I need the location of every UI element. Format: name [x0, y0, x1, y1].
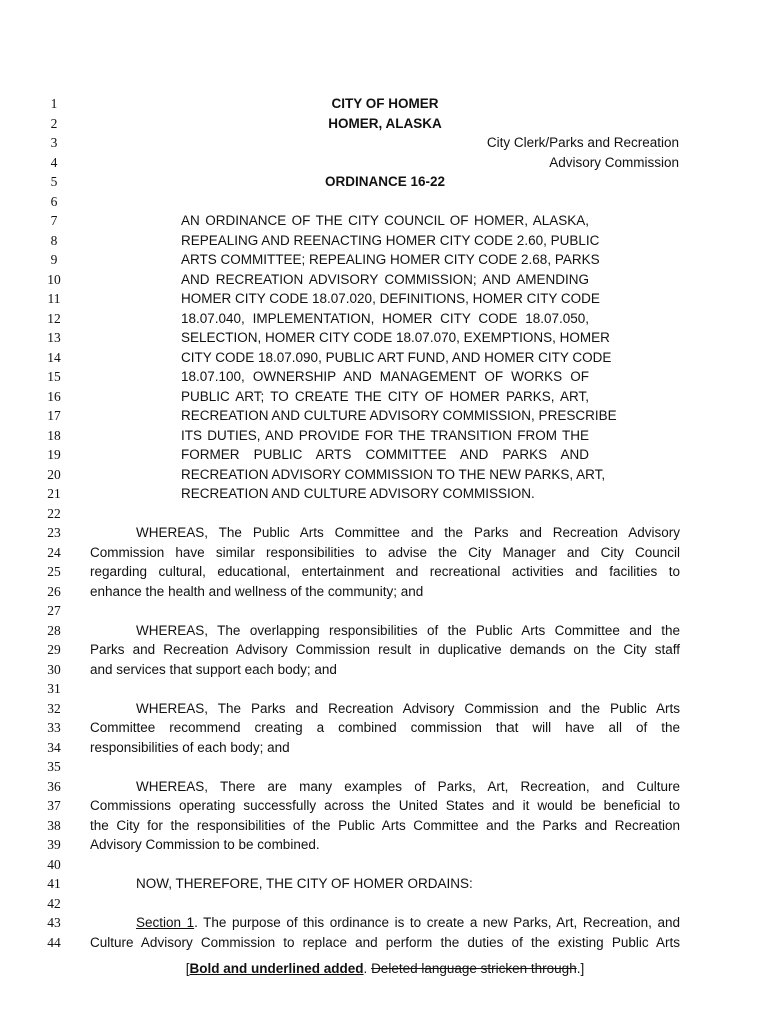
paragraph-line: Advisory Commission to be combined. — [90, 837, 320, 852]
paragraph-line: regarding cultural, educational, entertainment and recreational activities and facilities to — [90, 564, 680, 579]
line-number: 21 — [47, 486, 61, 501]
line-number: 15 — [47, 369, 61, 384]
paragraph-line: WHEREAS, The Parks and Recreation Advisory Commission and the Public Arts — [136, 700, 680, 716]
title-line: AND RECREATION ADVISORY COMMISSION; AND AMENDING — [181, 271, 589, 287]
title-line: HOMER CITY CODE 18.07.020, DEFINITIONS, HOMER CITY CODE — [181, 291, 600, 306]
ordains-clause: NOW, THEREFORE, THE CITY OF HOMER ORDAINS: — [136, 876, 473, 891]
line-number: 37 — [47, 798, 61, 813]
line-number: 43 — [47, 915, 61, 930]
line-number: 36 — [47, 778, 61, 794]
ordinance-number: ORDINANCE 16-22 — [324, 174, 446, 189]
line-number: 14 — [47, 349, 61, 365]
line-number: 39 — [47, 837, 61, 852]
paragraph-line: Parks and Recreation Advisory Commission result in duplicative demands on the City staff — [90, 642, 680, 657]
line-number: 31 — [47, 681, 61, 696]
line-number: 6 — [50, 193, 58, 209]
line-number: 29 — [47, 642, 61, 657]
line-number: 35 — [47, 759, 61, 774]
city-heading: CITY OF HOMER — [331, 96, 439, 111]
title-line: ARTS COMMITTEE; REPEALING HOMER CITY CODE 2.68, PARKS — [181, 252, 600, 267]
legend-close-bracket: .] — [576, 961, 585, 976]
title-line: FORMER PUBLIC ARTS COMMITTEE AND PARKS AND — [181, 447, 589, 462]
line-number: 33 — [47, 720, 61, 735]
title-line: REPEALING AND REENACTING HOMER CITY CODE 2.60, PUBLIC — [181, 232, 600, 248]
paragraph-line: Committee recommend creating a combined commission that will have all of the — [90, 720, 680, 735]
title-line: RECREATION AND CULTURE ADVISORY COMMISSION, PRESCRIBE — [181, 408, 617, 423]
line-number: 34 — [47, 739, 61, 755]
title-line: SELECTION, HOMER CITY CODE 18.07.070, EXEMPTIONS, HOMER — [181, 330, 610, 345]
line-number: 25 — [47, 564, 61, 579]
line-number: 24 — [47, 544, 61, 560]
line-number: 41 — [47, 876, 61, 891]
title-line: ITS DUTIES, AND PROVIDE FOR THE TRANSITION FROM THE — [181, 427, 589, 443]
line-number: 40 — [47, 856, 61, 872]
line-number: 26 — [47, 583, 61, 599]
line-number: 20 — [47, 466, 61, 482]
title-line: RECREATION AND CULTURE ADVISORY COMMISSION. — [181, 486, 535, 501]
section-1-label: Section 1 — [136, 915, 195, 930]
line-number: 2 — [50, 115, 58, 131]
line-number: 42 — [47, 895, 61, 911]
line-number: 19 — [47, 447, 61, 462]
line-number: 1 — [50, 96, 58, 111]
line-number: 22 — [47, 505, 61, 521]
section-1-line-1 — [136, 913, 680, 933]
paragraph-line: Commissions operating successfully across the United States and it would be beneficial to — [90, 798, 680, 813]
legend-added: Bold and underlined added — [189, 961, 364, 976]
title-line: 18.07.100, OWNERSHIP AND MANAGEMENT OF WORKS OF — [181, 369, 589, 384]
paragraph-line: WHEREAS, There are many examples of Parks, Art, Recreation, and Culture — [136, 778, 680, 794]
title-line: RECREATION ADVISORY COMMISSION TO THE NEW PARKS, ART, — [181, 466, 606, 482]
line-number: 18 — [47, 427, 61, 443]
line-number: 5 — [50, 174, 58, 189]
line-number: 4 — [50, 154, 58, 170]
line-number: 13 — [47, 330, 61, 345]
paragraph-line: Commission have similar responsibilities to advise the City Manager and City Council — [90, 544, 680, 560]
title-line: PUBLIC ART; TO CREATE THE CITY OF HOMER PARKS, ART, — [181, 388, 589, 404]
line-number: 38 — [47, 817, 61, 833]
paragraph-line: enhance the health and wellness of the community; and — [90, 583, 424, 599]
legend-open-bracket: [ — [185, 961, 190, 976]
paragraph-line: responsibilities of each body; and — [90, 739, 290, 755]
line-number: 27 — [47, 603, 61, 618]
line-number: 7 — [50, 213, 58, 228]
line-number: 11 — [47, 291, 61, 306]
section-1-line-2: Culture Advisory Commission to replace and perform the duties of the existing Public Arts — [90, 934, 680, 950]
line-number: 8 — [50, 232, 58, 248]
paragraph-line: and services that support each body; and — [90, 661, 337, 677]
paragraph-line: WHEREAS, The overlapping responsibilities of the Public Arts Committee and the — [136, 622, 680, 638]
legend-separator: . — [363, 961, 372, 976]
edit-legend — [90, 959, 680, 979]
sponsor-line-1: City Clerk/Parks and Recreation — [486, 135, 679, 150]
line-number: 12 — [47, 310, 61, 326]
sponsor-line-2: Advisory Commission — [549, 154, 679, 170]
line-number: 32 — [47, 700, 61, 716]
line-number: 3 — [50, 135, 58, 150]
legend-deleted: Deleted language stricken through — [371, 961, 577, 976]
state-heading: HOMER, ALASKA — [328, 115, 442, 131]
line-number: 17 — [47, 408, 61, 423]
line-number: 30 — [47, 661, 61, 677]
title-line: 18.07.040, IMPLEMENTATION, HOMER CITY CODE 18.07.050, — [181, 310, 589, 326]
line-number: 9 — [50, 252, 58, 267]
line-number: 28 — [47, 622, 61, 638]
line-number: 16 — [47, 388, 61, 404]
title-line: AN ORDINANCE OF THE CITY COUNCIL OF HOMER, ALASKA, — [181, 213, 589, 228]
section-1-text: . The purpose of this ordinance is to create a new Parks, Art, Recreation, and — [194, 915, 680, 930]
line-number: 10 — [47, 271, 61, 287]
paragraph-line: the City for the responsibilities of the Public Arts Committee and the Parks and Recreation — [90, 817, 680, 833]
title-line: CITY CODE 18.07.090, PUBLIC ART FUND, AND HOMER CITY CODE — [181, 349, 612, 365]
line-number: 44 — [47, 934, 61, 950]
paragraph-line: WHEREAS, The Public Arts Committee and the Parks and Recreation Advisory — [136, 525, 680, 540]
line-number: 23 — [47, 525, 61, 540]
